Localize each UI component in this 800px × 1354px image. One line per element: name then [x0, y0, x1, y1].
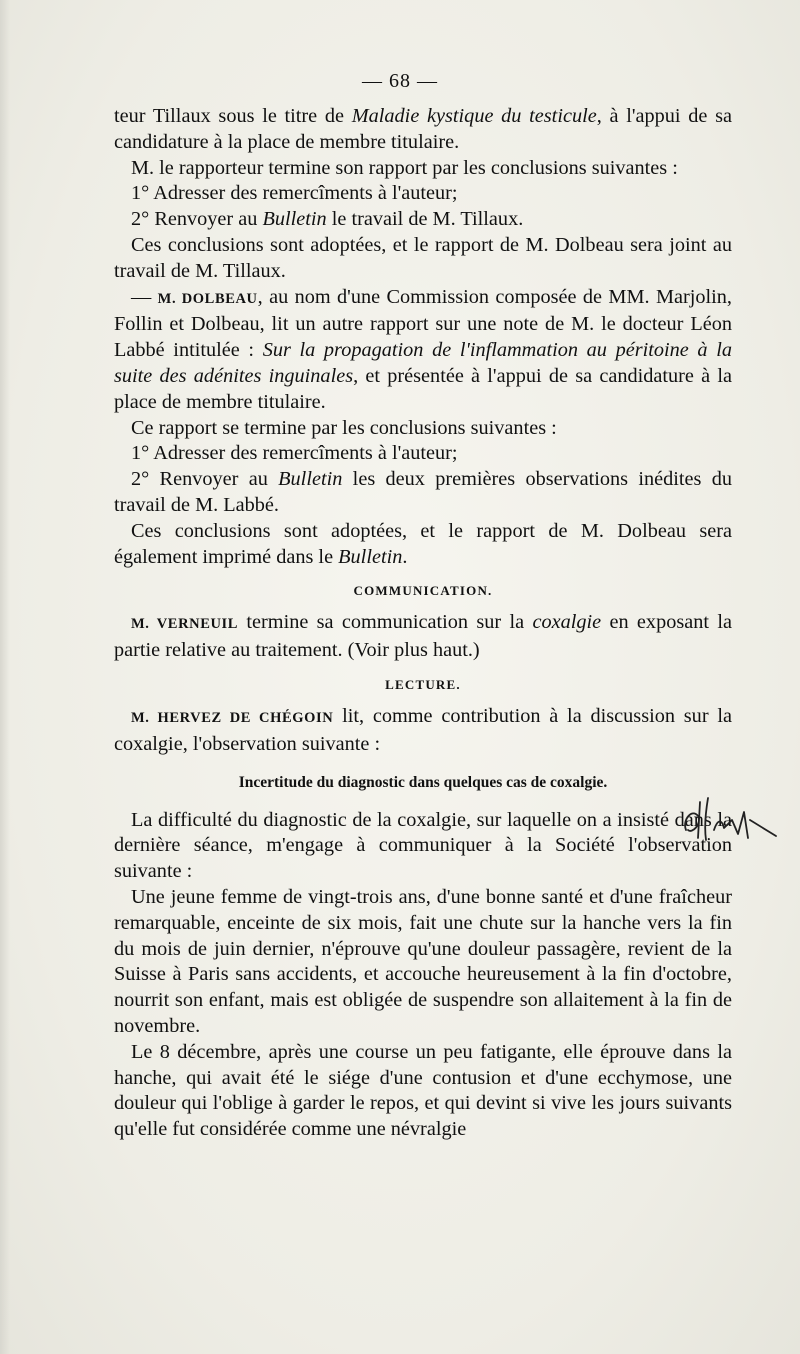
italic-title: Bulletin: [278, 468, 343, 491]
text-run: teur Tillaux sous le titre de: [114, 105, 352, 127]
text-run: lit, comme contribution à la discussion sur la coxalgie, l'observation suivante :: [114, 704, 732, 755]
text-run: 2° Renvoyer au: [131, 468, 279, 491]
text-run: —: [131, 285, 158, 308]
page-edge-shadow: [0, 0, 10, 1354]
paragraph: Une jeune femme de vingt-trois ans, d'une bonne santé et d'une fraîcheur remarquable, enceinte de six mois, fait une chute sur la hanche vers la fin du mois de juin dernier, n'éprouve qu'une douleur passagère, revient de la Suisse à Paris sans accidents, et accouche heureusement à la fin d'octobre, nourrit son enfant, mais est obligée de suspendre son allaitement à la fin de novembre.: [114, 885, 732, 1037]
italic-title: Bulletin: [262, 208, 327, 231]
page-number: — 68 —: [362, 70, 438, 92]
text-run: , au nom d'une Commission composée de MM. Marjolin, Follin et Dolbeau, lit un autre rapport sur une note de M. le docteur Léon Labbé intitulée :: [114, 285, 732, 362]
italic-title: Sur la propagation de l'inflammation au péritoine à la suite des adénites inguinales: [114, 339, 732, 387]
text-run: 2° Renvoyer au: [131, 208, 263, 231]
italic-title: Maladie kystique du testicule: [351, 105, 597, 127]
body-text: [114, 104, 732, 1143]
section-heading: LECTURE.: [385, 676, 461, 692]
paragraph: [114, 467, 732, 519]
paragraph: [114, 610, 732, 664]
italic-title: Bulletin: [338, 545, 403, 568]
section-heading: COMMUNICATION.: [353, 583, 493, 599]
paragraph: La difficulté du diagnostic de la coxalgie, sur laquelle on a insisté dans la dernière séance, m'engage à communiquer à la Société l'observation suivante :: [114, 808, 732, 883]
paragraph: [114, 104, 732, 156]
paragraph: M. le rapporteur termine son rapport par les conclusions suivantes :: [131, 156, 678, 179]
paragraph: [114, 704, 732, 758]
text-run: Ces conclusions sont adoptées, et le rapport de M. Dolbeau sera également imprimé dans le: [114, 519, 732, 568]
text-run: termine sa communication sur la: [238, 611, 533, 634]
paragraph: Le 8 décembre, après une course un peu fatigante, elle éprouve dans la hanche, qui avait été le siége d'une contusion et d'une ecchymose, une douleur qui l'oblige à garder le repos, et qui devint si vive les jours suivants qu'elle fut considérée comme une névralgie: [114, 1040, 732, 1141]
handwritten-annotation: [678, 790, 788, 860]
paragraph: Ce rapport se termine par les conclusions suivantes :: [131, 416, 557, 439]
paragraph: [114, 519, 732, 571]
paragraph: [114, 285, 732, 416]
paragraph: 1° Adresser des remercîments à l'auteur;: [131, 182, 458, 205]
speaker-name: M. VERNEUIL: [131, 616, 239, 633]
text-run: en exposant la partie relative au traitement. (Voir plus haut.): [114, 611, 732, 662]
text-run: les deux premières observations inédites du travail de M. Labbé.: [114, 468, 732, 516]
speaker-name: M. DOLBEAU: [157, 290, 258, 307]
paragraph: Ces conclusions sont adoptées, et le rapport de M. Dolbeau sera joint au travail de M. Tillaux.: [114, 233, 732, 282]
paragraph: 1° Adresser des remercîments à l'auteur;: [131, 442, 458, 465]
text-run: le travail de M. Tillaux.: [326, 208, 524, 231]
paragraph: [114, 207, 732, 233]
text-run: .: [402, 545, 408, 568]
text-run: , et présentée à l'appui de sa candidature à la place de membre titulaire.: [114, 364, 733, 413]
text-run: , à l'appui de sa candidature à la place de membre titulaire.: [114, 105, 732, 153]
italic-term: coxalgie: [532, 611, 602, 634]
speaker-name: M. HERVEZ DE CHÉGOIN: [131, 709, 334, 726]
observation-title: Incertitude du diagnostic dans quelques cas de coxalgie.: [238, 773, 608, 791]
